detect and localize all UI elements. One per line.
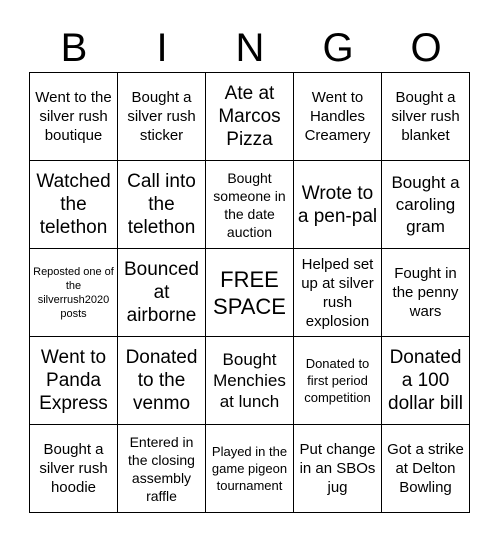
cell-text: Went to the silver rush boutique: [35, 89, 112, 144]
cell-text: Bounced at airborne: [123, 259, 199, 326]
header-letter-b: B: [60, 26, 88, 70]
cell-text: Fought in the penny wars: [392, 265, 459, 320]
header-letter-g: G: [322, 26, 354, 70]
cell-text: Wrote to a pen-pal: [297, 182, 378, 227]
cell-text: Watched the telethon: [36, 171, 111, 238]
bingo-cell[interactable]: [382, 249, 470, 337]
cell-text: Bought a silver rush blanket: [391, 89, 460, 144]
bingo-cell[interactable]: [382, 73, 470, 161]
bingo-cell[interactable]: [206, 337, 294, 425]
cell-text: Went to Panda Express: [39, 347, 108, 414]
cell-text: Ate at Marcos Pizza: [218, 83, 281, 150]
bingo-cell[interactable]: [382, 425, 470, 513]
bingo-cell[interactable]: [382, 161, 470, 249]
bingo-cell[interactable]: [30, 73, 118, 161]
cell-text: Donated to the venmo: [125, 347, 198, 414]
bingo-cell[interactable]: [206, 73, 294, 161]
cell-text: Put change in an SBOs jug: [299, 441, 376, 496]
bingo-cell[interactable]: [206, 425, 294, 513]
cell-text: Bought a silver rush sticker: [127, 89, 196, 144]
cell-text: Bought Menchies at lunch: [213, 350, 286, 411]
bingo-header: [30, 22, 470, 74]
header-letter-o: O: [410, 26, 442, 70]
cell-text: Call into the telethon: [127, 171, 196, 238]
free-space-text: FREE SPACE: [213, 266, 286, 319]
bingo-cell[interactable]: [118, 73, 206, 161]
cell-text: Helped set up at silver rush explosion: [301, 255, 374, 330]
cell-text: Went to Handles Creamery: [304, 89, 371, 144]
cell-text: Bought a caroling gram: [391, 172, 460, 236]
cell-text: Donated to first period competition: [304, 356, 371, 405]
cell-text: Played in the game pigeon tournament: [211, 444, 288, 493]
cell-text: Got a strike at Delton Bowling: [387, 441, 464, 496]
bingo-cell[interactable]: [118, 337, 206, 425]
bingo-cell[interactable]: [294, 249, 382, 337]
free-space-cell[interactable]: [206, 249, 294, 337]
cell-text: Entered in the closing assembly raffle: [128, 433, 195, 504]
bingo-cell[interactable]: [30, 249, 118, 337]
bingo-cell[interactable]: [30, 337, 118, 425]
bingo-cell[interactable]: [206, 161, 294, 249]
header-letter-n: N: [235, 26, 265, 70]
bingo-cell[interactable]: [30, 161, 118, 249]
bingo-grid: [29, 72, 470, 513]
bingo-cell[interactable]: [294, 425, 382, 513]
header-letter-i: I: [156, 26, 168, 70]
bingo-cell[interactable]: [118, 249, 206, 337]
bingo-cell[interactable]: [118, 425, 206, 513]
cell-text: Donated a 100 dollar bill: [388, 347, 463, 414]
cell-text: Reposted one of the silverrush2020 posts: [33, 265, 114, 320]
bingo-cell[interactable]: [30, 425, 118, 513]
bingo-cell[interactable]: [294, 337, 382, 425]
bingo-cell[interactable]: [294, 161, 382, 249]
bingo-cell[interactable]: [294, 73, 382, 161]
bingo-cell[interactable]: [382, 337, 470, 425]
cell-text: Bought someone in the date auction: [213, 169, 286, 240]
bingo-cell[interactable]: [118, 161, 206, 249]
cell-text: Bought a silver rush hoodie: [39, 441, 108, 496]
